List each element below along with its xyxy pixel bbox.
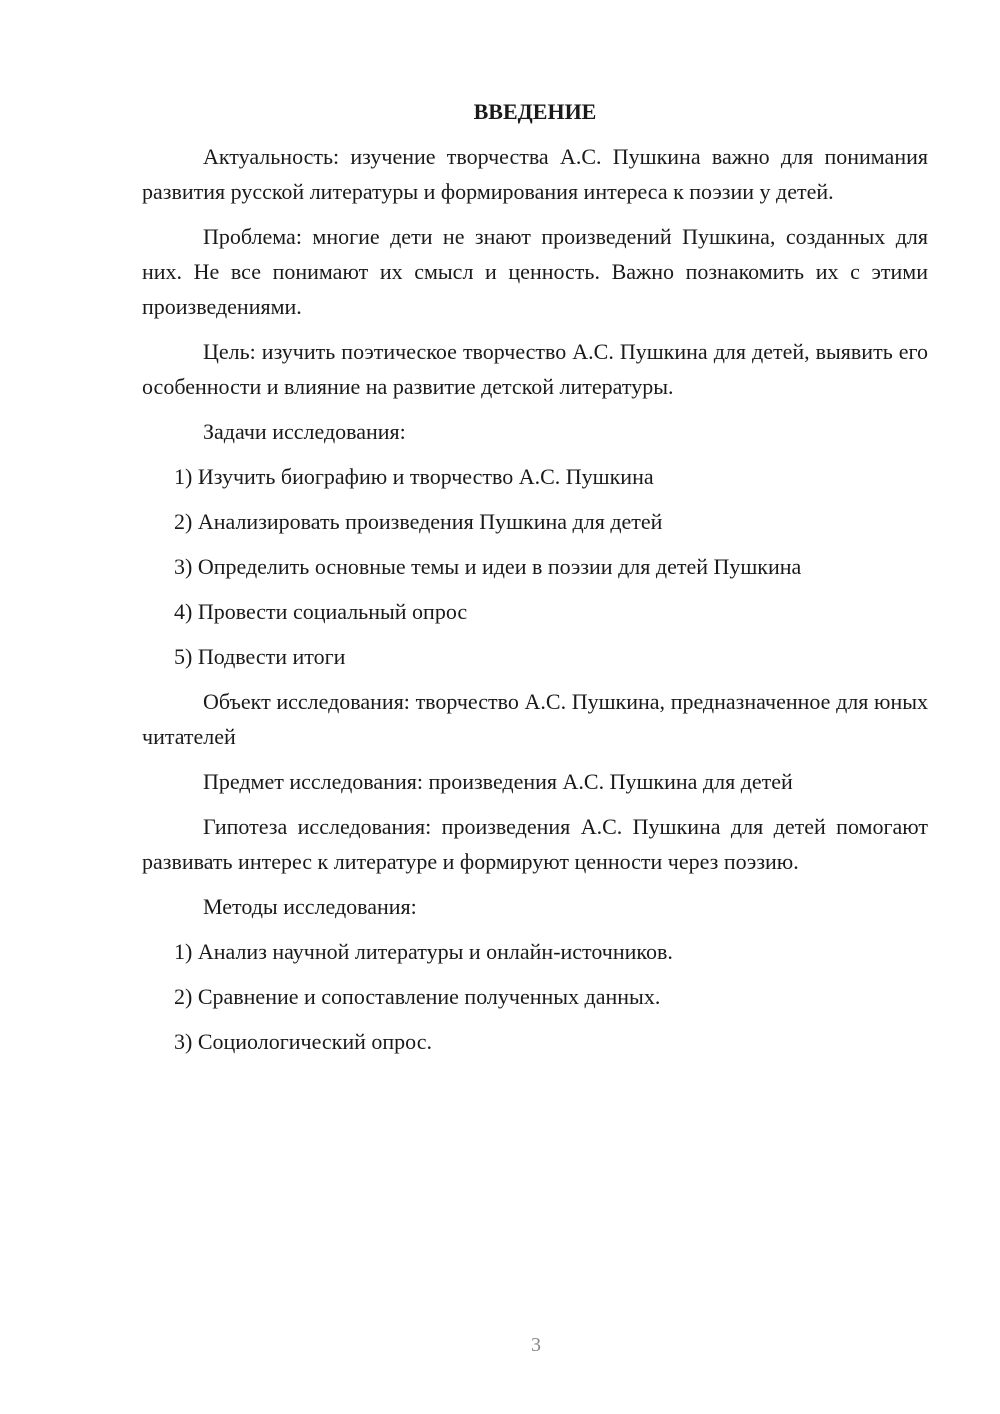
list-item: 1) Изучить биографию и творчество А.С. Пушкина (174, 464, 654, 489)
list-item: 5) Подвести итоги (174, 644, 346, 669)
tasks-list (142, 459, 928, 674)
relevance-paragraph: Актуальность: изучение творчества А.С. Пушкина важно для понимания развития русской литературы и формирования интереса к поэзии у детей. (142, 144, 928, 204)
page-title: ВВЕДЕНИЕ (473, 99, 597, 124)
list-item: 1) Анализ научной литературы и онлайн-источников. (174, 939, 673, 964)
list-item: 3) Определить основные темы и идеи в поэзии для детей Пушкина (174, 554, 802, 579)
list-item: 2) Сравнение и сопоставление полученных данных. (174, 984, 661, 1009)
object-paragraph: Объект исследования: творчество А.С. Пушкина, предназначенное для юных читателей (142, 689, 928, 749)
list-item: 3) Социологический опрос. (174, 1029, 432, 1054)
list-item: 2) Анализировать произведения Пушкина для детей (174, 509, 663, 534)
document-body (142, 94, 928, 1069)
methods-list (142, 934, 928, 1059)
methods-heading: Методы исследования: (203, 894, 417, 919)
list-item: 4) Провести социальный опрос (174, 599, 468, 624)
goal-paragraph: Цель: изучить поэтическое творчество А.С. Пушкина для детей, выявить его особенности и влияние на развитие детской литературы. (142, 339, 928, 399)
page-number: 3 (531, 1334, 541, 1356)
subject-paragraph: Предмет исследования: произведения А.С. Пушкина для детей (203, 769, 793, 794)
problem-paragraph: Проблема: многие дети не знают произведений Пушкина, созданных для них. Не все понимают их смысл и ценность. Важно познакомить их с этими произведениями. (142, 224, 928, 319)
hypothesis-paragraph: Гипотеза исследования: произведения А.С. Пушкина для детей помогают развивать интерес к литературе и формируют ценности через поэзию. (142, 814, 928, 874)
tasks-heading: Задачи исследования: (203, 419, 406, 444)
